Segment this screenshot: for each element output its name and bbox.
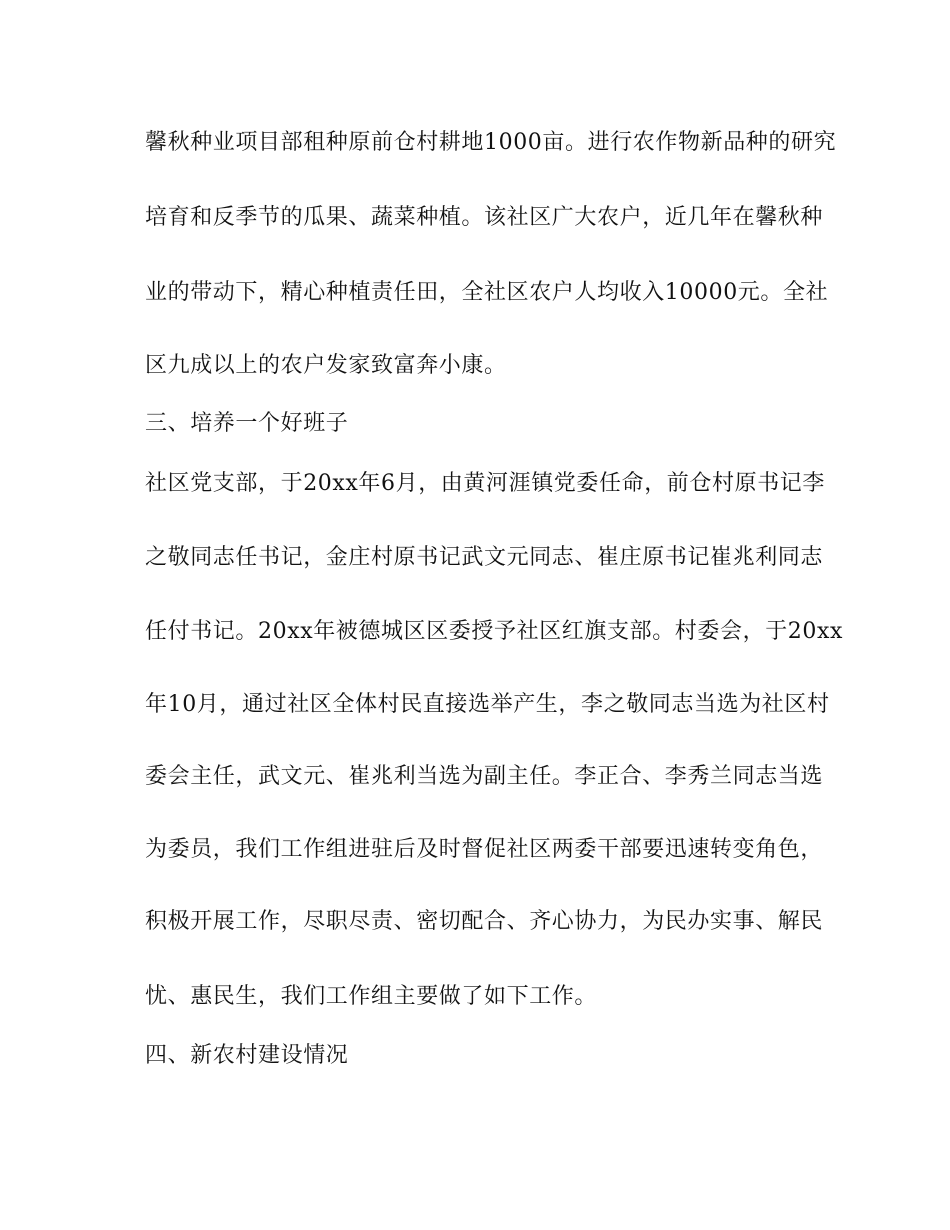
paragraph-1-line-3: 业的带动下，精心种植责任田，全社区农户人均收入10000元。全社 [145, 280, 829, 305]
paragraph-2-line-3: 任付书记。20xx年被德城区区委授予社区红旗支部。村委会，于20xx [145, 619, 844, 644]
paragraph-2-line-4: 年10月，通过社区全体村民直接选举产生，李之敬同志当选为社区村 [145, 692, 830, 717]
paragraph-2-line-5: 委会主任，武文元、崔兆利当选为副主任。李正合、李秀兰同志当选 [145, 764, 824, 789]
paragraph-1-line-1: 馨秋种业项目部租种原前仓村耕地1000亩。进行农作物新品种的研究 [145, 130, 837, 155]
paragraph-2-line-8: 忧、惠民生，我们工作组主要做了如下工作。 [145, 984, 598, 1009]
paragraph-1-line-2: 培育和反季节的瓜果、蔬菜种植。该社区广大农户，近几年在馨秋种 [145, 205, 824, 230]
paragraph-1-line-4: 区九成以上的农户发家致富奔小康。 [145, 353, 507, 378]
paragraph-2-line-2: 之敬同志任书记，金庄村原书记武文元同志、崔庄原书记崔兆利同志 [145, 545, 824, 570]
section-heading-3: 三、培养一个好班子 [145, 411, 349, 436]
paragraph-2-line-6: 为委员，我们工作组进驻后及时督促社区两委干部要迅速转变角色， [145, 837, 824, 862]
paragraph-2-line-1: 社区党支部，于20xx年6月，由黄河涯镇党委任命，前仓村原书记李 [145, 471, 826, 496]
paragraph-2-line-7: 积极开展工作，尽职尽责、密切配合、齐心协力，为民办实事、解民 [145, 909, 824, 934]
section-heading-4: 四、新农村建设情况 [145, 1043, 349, 1068]
